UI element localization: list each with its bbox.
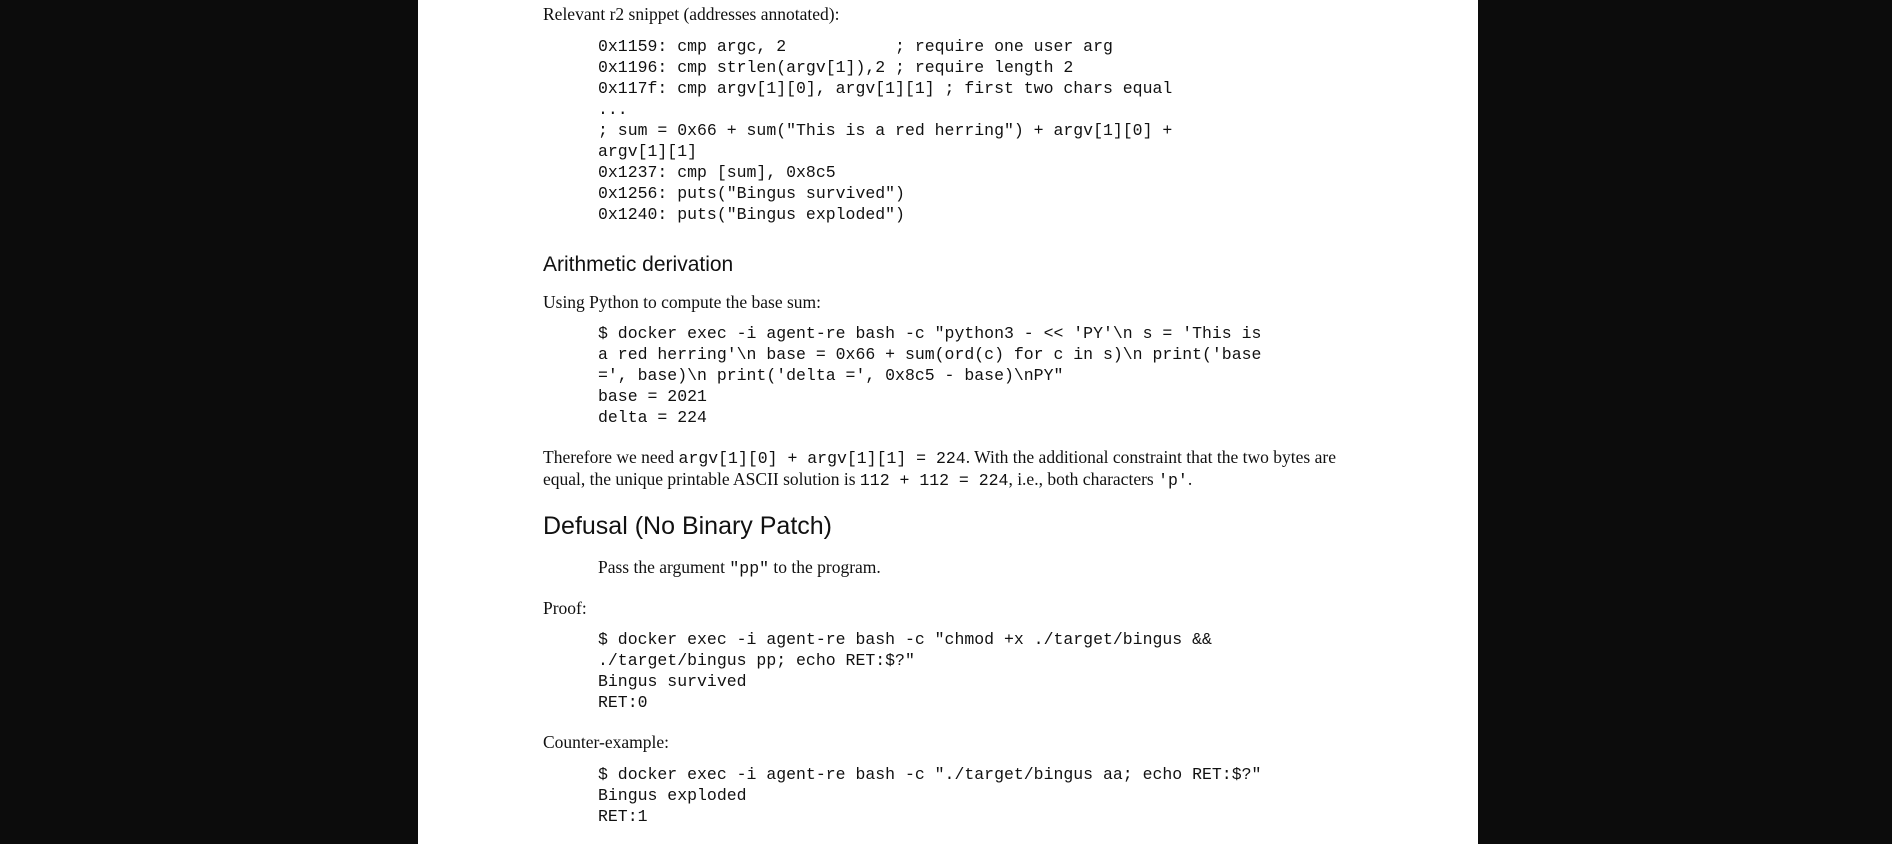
text-run: , i.e., both characters: [1008, 469, 1159, 489]
text-run: . With the additional constraint that the two bytes are: [965, 447, 1336, 467]
inline-code: argv[1][0] + argv[1][1] = 224: [678, 449, 966, 468]
counter-example-label: Counter-example:: [543, 732, 669, 752]
code-line: 0x1240: puts("Bingus exploded"): [598, 205, 905, 224]
proof-code-clip: [543, 629, 1373, 690]
python-command-code: [543, 323, 1261, 428]
code-line: 0x1237: cmp [sum], 0x8c5: [598, 163, 836, 182]
proof-code: [543, 629, 1373, 690]
inline-code: "pp": [729, 559, 770, 578]
code-line: 0x117f: cmp argv[1][0], argv[1][1] ; first two chars equal: [598, 79, 1173, 98]
arithmetic-heading: Arithmetic derivation: [543, 253, 734, 276]
document-page: [418, 0, 1478, 844]
arithmetic-intro: Using Python to compute the base sum:: [543, 292, 822, 312]
r2-snippet-code: [543, 36, 1172, 225]
code-line: RET:0: [598, 693, 648, 712]
code-line: Bingus survived: [598, 672, 747, 690]
code-line: ...: [598, 100, 628, 119]
code-line: 0x1256: puts("Bingus survived"): [598, 184, 905, 203]
code-line: ./target/bingus pp; echo RET:$?": [598, 651, 915, 670]
inline-code: 112 + 112 = 224: [859, 471, 1009, 490]
counter-example-code: [543, 764, 1261, 827]
code-line: ; sum = 0x66 + sum("This is a red herring") + argv[1][0] +: [598, 121, 1173, 140]
therefore-paragraph: [543, 447, 1373, 491]
code-line: =', base)\n print('delta =', 0x8c5 - base)\nPY": [598, 366, 1064, 385]
code-line: base = 2021: [598, 387, 707, 406]
snippet-intro: Relevant r2 snippet (addresses annotated):: [543, 4, 840, 24]
proof-label: Proof:: [543, 598, 587, 618]
text-run: Pass the argument: [598, 557, 730, 577]
code-line: $ docker exec -i agent-re bash -c "./target/bingus aa; echo RET:$?": [598, 765, 1262, 784]
code-line: RET:1: [598, 807, 648, 826]
code-line: $ docker exec -i agent-re bash -c "chmod +x ./target/bingus &&: [598, 630, 1212, 649]
inline-code: 'p': [1158, 471, 1188, 490]
defusal-heading: Defusal (No Binary Patch): [543, 512, 833, 540]
code-line: 0x1159: cmp argc, 2 ; require one user arg: [598, 37, 1113, 56]
proof-result: [543, 692, 648, 713]
code-line: Bingus exploded: [598, 786, 747, 805]
text-run: .: [1187, 469, 1193, 489]
code-line: a red herring'\n base = 0x66 + sum(ord(c) for c in s)\n print('base: [598, 345, 1262, 364]
text-run: to the program.: [769, 557, 881, 577]
text-run: equal, the unique printable ASCII solution is: [543, 469, 860, 489]
pass-argument-line: [543, 557, 881, 579]
code-line: delta = 224: [598, 408, 707, 427]
text-run: Therefore we need: [543, 447, 679, 467]
code-line: $ docker exec -i agent-re bash -c "python3 - << 'PY'\n s = 'This is: [598, 324, 1262, 343]
code-line: 0x1196: cmp strlen(argv[1]),2 ; require length 2: [598, 58, 1074, 77]
code-line: argv[1][1]: [598, 142, 698, 161]
